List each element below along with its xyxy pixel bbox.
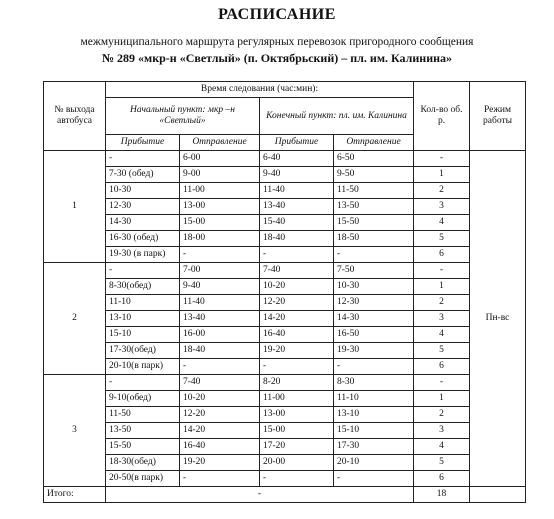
trip-count: 4: [414, 327, 470, 343]
end-depart: 7-50: [334, 263, 414, 279]
trip-count: -: [414, 263, 470, 279]
end-depart: 14-30: [334, 311, 414, 327]
end-depart: 6-50: [334, 151, 414, 167]
table-row: [44, 311, 526, 327]
exit-number: 3: [44, 375, 106, 487]
exit-number: 2: [44, 263, 106, 375]
end-depart: 13-50: [334, 199, 414, 215]
route-description: межмуниципального маршрута регулярных перевозок пригородного сообщения: [80, 36, 474, 48]
work-mode: Пн-вс: [470, 151, 526, 487]
trip-count: 6: [414, 471, 470, 487]
table-row: [44, 279, 526, 295]
start-arrive: -: [106, 263, 180, 279]
table-row: [44, 247, 526, 263]
start-depart: 6-00: [180, 151, 260, 167]
schedule-body: [44, 151, 526, 487]
start-arrive: 20-10(в парк): [106, 359, 180, 375]
start-depart: 11-40: [180, 295, 260, 311]
end-arrive: 17-20: [260, 439, 334, 455]
table-row: [44, 359, 526, 375]
exit-number: 1: [44, 151, 106, 263]
end-arrive: 20-00: [260, 455, 334, 471]
end-depart: 10-30: [334, 279, 414, 295]
trip-count: 3: [414, 311, 470, 327]
start-arrive: 19-30 (в парк): [106, 247, 180, 263]
start-depart: 13-00: [180, 199, 260, 215]
start-depart: -: [180, 359, 260, 375]
start-arrive: 8-30(обед): [106, 279, 180, 295]
end-arrive: 11-40: [260, 183, 334, 199]
table-row: [44, 295, 526, 311]
table-row: [44, 327, 526, 343]
route-name: № 289 «мкр-н «Светлый» (п. Октябрьский) – пл. им. Калинина»: [101, 51, 453, 65]
end-depart: 17-30: [334, 439, 414, 455]
trip-count: 4: [414, 439, 470, 455]
start-arrive: 7-30 (обед): [106, 167, 180, 183]
end-depart: 9-50: [334, 167, 414, 183]
end-depart: 11-10: [334, 391, 414, 407]
start-depart: 11-00: [180, 183, 260, 199]
start-depart: 13-40: [180, 311, 260, 327]
schedule-table: [43, 81, 526, 503]
header-end-point: Конечный пункт: пл. им. Калинина: [260, 98, 414, 135]
end-depart: -: [334, 247, 414, 263]
table-row: [44, 407, 526, 423]
start-arrive: 13-10: [106, 311, 180, 327]
start-arrive: 14-30: [106, 215, 180, 231]
end-arrive: 14-20: [260, 311, 334, 327]
start-depart: 9-40: [180, 279, 260, 295]
end-depart: 12-30: [334, 295, 414, 311]
trip-count: 1: [414, 391, 470, 407]
header-time: Время следования (час:мин):: [106, 82, 414, 98]
start-arrive: 17-30(обед): [106, 343, 180, 359]
end-arrive: -: [260, 471, 334, 487]
total-label: Итого:: [44, 487, 106, 503]
header-start-arrive: Прибытие: [106, 135, 180, 151]
trip-count: 3: [414, 423, 470, 439]
header-end-arrive: Прибытие: [260, 135, 334, 151]
start-depart: 18-40: [180, 343, 260, 359]
trip-count: 2: [414, 295, 470, 311]
header-end-depart: Отправление: [334, 135, 414, 151]
end-depart: 18-50: [334, 231, 414, 247]
end-arrive: -: [260, 247, 334, 263]
trip-count: 5: [414, 231, 470, 247]
start-arrive: 20-50(в парк): [106, 471, 180, 487]
end-depart: 13-10: [334, 407, 414, 423]
table-row: [44, 439, 526, 455]
start-depart: 15-00: [180, 215, 260, 231]
start-depart: 9-00: [180, 167, 260, 183]
header-exit: № выхода автобуса: [44, 82, 106, 151]
trip-count: 5: [414, 343, 470, 359]
trip-count: -: [414, 375, 470, 391]
end-arrive: -: [260, 359, 334, 375]
start-depart: 7-40: [180, 375, 260, 391]
table-row: [44, 263, 526, 279]
table-row: [44, 375, 526, 391]
table-row: [44, 183, 526, 199]
table-row: [44, 167, 526, 183]
end-arrive: 15-40: [260, 215, 334, 231]
start-depart: 14-20: [180, 423, 260, 439]
table-row: [44, 471, 526, 487]
start-depart: 12-20: [180, 407, 260, 423]
header-mode: Режим работы: [470, 82, 526, 151]
table-row: [44, 423, 526, 439]
start-arrive: 15-50: [106, 439, 180, 455]
trip-count: 6: [414, 247, 470, 263]
start-arrive: -: [106, 151, 180, 167]
end-arrive: 13-00: [260, 407, 334, 423]
start-depart: 16-00: [180, 327, 260, 343]
end-depart: 15-10: [334, 423, 414, 439]
start-arrive: 13-50: [106, 423, 180, 439]
table-row: [44, 343, 526, 359]
end-arrive: 19-20: [260, 343, 334, 359]
total-mode-empty: [470, 487, 526, 503]
total-value: 18: [414, 487, 470, 503]
start-arrive: 9-10(обед): [106, 391, 180, 407]
start-arrive: 16-30 (обед): [106, 231, 180, 247]
trip-count: 2: [414, 183, 470, 199]
end-depart: 8-30: [334, 375, 414, 391]
end-arrive: 8-20: [260, 375, 334, 391]
start-arrive: 18-30(обед): [106, 455, 180, 471]
trip-count: 1: [414, 279, 470, 295]
start-depart: 10-20: [180, 391, 260, 407]
start-depart: 7-00: [180, 263, 260, 279]
end-arrive: 6-40: [260, 151, 334, 167]
table-row: [44, 199, 526, 215]
table-row: [44, 455, 526, 471]
end-arrive: 12-20: [260, 295, 334, 311]
end-depart: -: [334, 359, 414, 375]
end-arrive: 9-40: [260, 167, 334, 183]
start-depart: -: [180, 471, 260, 487]
table-row: [44, 231, 526, 247]
end-depart: 19-30: [334, 343, 414, 359]
trip-count: 5: [414, 455, 470, 471]
end-arrive: 16-40: [260, 327, 334, 343]
start-depart: 19-20: [180, 455, 260, 471]
end-depart: 16-50: [334, 327, 414, 343]
end-arrive: 18-40: [260, 231, 334, 247]
end-arrive: 10-20: [260, 279, 334, 295]
end-arrive: 7-40: [260, 263, 334, 279]
end-arrive: 11-00: [260, 391, 334, 407]
end-arrive: 13-40: [260, 199, 334, 215]
header-start-depart: Отправление: [180, 135, 260, 151]
start-depart: 16-40: [180, 439, 260, 455]
table-row: [44, 151, 526, 167]
end-depart: 20-10: [334, 455, 414, 471]
trip-count: -: [414, 151, 470, 167]
start-arrive: 11-50: [106, 407, 180, 423]
header-count: Кол-во об. р.: [414, 82, 470, 151]
start-arrive: 11-10: [106, 295, 180, 311]
end-depart: 15-50: [334, 215, 414, 231]
table-row: [44, 391, 526, 407]
start-arrive: -: [106, 375, 180, 391]
trip-count: 3: [414, 199, 470, 215]
header-start-point: Начальный пункт: мкр –н «Светлый»: [106, 98, 260, 135]
table-row: [44, 215, 526, 231]
start-depart: 18-00: [180, 231, 260, 247]
end-depart: 11-50: [334, 183, 414, 199]
end-arrive: 15-00: [260, 423, 334, 439]
trip-count: 2: [414, 407, 470, 423]
start-arrive: 15-10: [106, 327, 180, 343]
trip-count: 4: [414, 215, 470, 231]
start-depart: -: [180, 247, 260, 263]
start-arrive: 10-30: [106, 183, 180, 199]
trip-count: 1: [414, 167, 470, 183]
start-arrive: 12-30: [106, 199, 180, 215]
total-dash: -: [106, 487, 414, 503]
trip-count: 6: [414, 359, 470, 375]
page-title: РАСПИСАНИЕ: [218, 6, 336, 23]
end-depart: -: [334, 471, 414, 487]
